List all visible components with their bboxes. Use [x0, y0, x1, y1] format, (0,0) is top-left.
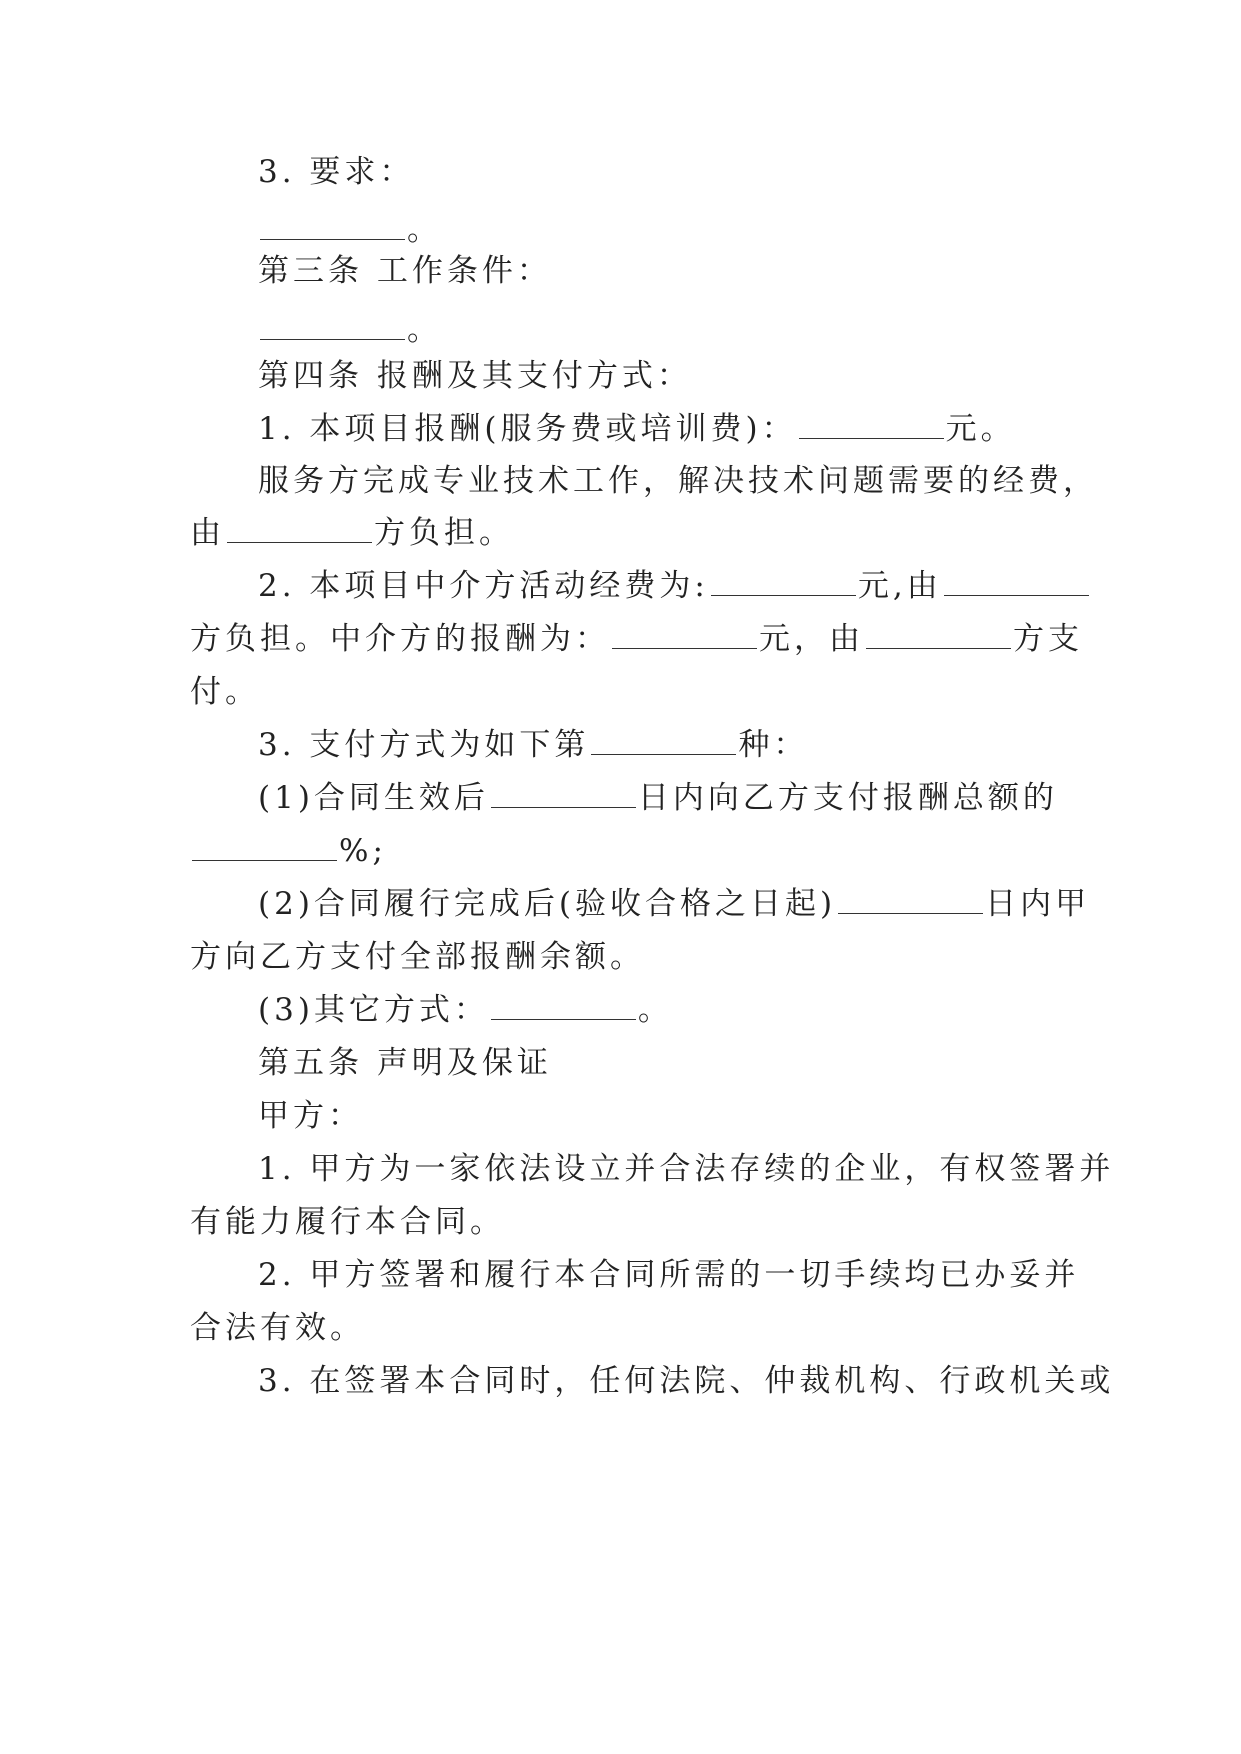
article-4-heading: 第四条 报酬及其支付方式： — [258, 358, 692, 394]
payment-option-1: (1)合同生效后 日内向乙方支付报酬总额的 — [258, 780, 1058, 816]
paragraph-line: 1. 甲方为一家依法设立并合法存续的企业，有权签署并 — [258, 1151, 1115, 1187]
remuneration-line: 1. 本项目报酬(服务费或培训费)： 元。 — [258, 411, 1016, 447]
payment-method-line: 3. 支付方式为如下第 种： — [258, 727, 809, 763]
paragraph-line: 方向乙方支付全部报酬余额。 — [190, 939, 645, 975]
article-5-heading: 第五条 声明及保证 — [258, 1045, 552, 1081]
paragraph-line: 合法有效。 — [190, 1310, 365, 1346]
paragraph-line: %; — [190, 831, 387, 871]
fill-blank[interactable] — [612, 622, 757, 649]
paragraph-line: 服务方完成专业技术工作，解决技术问题需要的经费， — [258, 463, 1098, 499]
paragraph-line: 2. 甲方签署和履行本合同所需的一切手续均已办妥并 — [258, 1257, 1080, 1293]
intermediary-fee-line: 2. 本项目中介方活动经费为: 元,由 — [258, 566, 1091, 606]
payment-option-3: (3)其它方式： 。 — [258, 992, 673, 1028]
fill-blank[interactable] — [944, 569, 1089, 596]
party-a-heading: 甲方： — [258, 1098, 363, 1134]
paragraph-line: 3. 在签署本合同时，任何法院、仲裁机构、行政机关或 — [258, 1363, 1115, 1399]
paragraph-line: 有能力履行本合同。 — [190, 1204, 505, 1240]
fill-blank[interactable] — [491, 781, 636, 808]
fill-blank[interactable] — [591, 728, 736, 755]
article-3-heading: 第三条 工作条件： — [258, 253, 552, 289]
fill-blank[interactable] — [192, 834, 337, 861]
fill-blank[interactable] — [227, 516, 372, 543]
requirement-blank-line: 。 — [258, 210, 442, 250]
fill-blank[interactable] — [711, 569, 856, 596]
fill-blank[interactable] — [799, 412, 944, 439]
work-conditions-blank-line: 。 — [258, 310, 442, 350]
fill-blank[interactable] — [491, 993, 636, 1020]
fill-blank[interactable] — [866, 622, 1011, 649]
paragraph-line: 付。 — [190, 674, 260, 710]
paragraph-line: 方负担。中介方的报酬为： 元，由 方支 — [190, 621, 1083, 657]
paragraph-line: 由 方负担。 — [190, 515, 514, 551]
payment-option-2: (2)合同履行完成后(验收合格之日起) 日内甲 — [258, 886, 1091, 922]
fill-blank[interactable] — [260, 213, 405, 240]
requirement-heading: 3. 要求： — [258, 154, 415, 190]
fill-blank[interactable] — [838, 887, 983, 914]
fill-blank[interactable] — [260, 313, 405, 340]
